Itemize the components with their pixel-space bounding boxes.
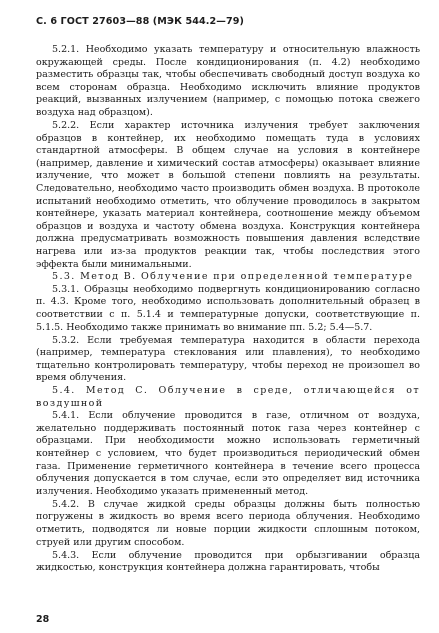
- paragraph-5-3-1: 5.3.1. Образцы необходимо подвергнуть кондиционированию согласно п. 4.3. Кроме того, необходимо использовать дополнительный образец в соответствии с п. 5.1.4 и температурные допуски, соответствующие п. 5.1.5. Необходимо также принимать во внимание пп. 5.2; 5.4—5.7.: [36, 283, 420, 333]
- paragraph-5-2-2: 5.2.2. Если характер источника излучения требует заключения образцов в контейнер, их необходимо помещать туда в условиях стандартной атмосферы. В общем случае на условия в контейнере (например, давление и химический состав атмосферы) оказывает влияние излучение, что может в большой степени повлиять на результаты. Следовательно, необходимо часто производить обмен воздуха. В протоколе испытаний необходимо отметить, что облучение проводилось в закрытом контейнере, указать материал контейнера, соотношение между объемом образцов и воздуха и частоту обмена воздуха. Конструкция контейнера должна предусматривать возможность повышения давления вследствие нагрева или из-за продуктов реакции так, чтобы последствия этого эффекта были минимальными.: [36, 120, 420, 270]
- paragraph-5-3-2: 5.3.2. Если требуемая температура находится в области перехода (например, температура стеклования или плавления), то необходимо тщательно контролировать температуру, чтобы переход не произошел во время облучения.: [36, 334, 420, 384]
- paragraph-5-4-2: 5.4.2. В случае жидкой среды образцы должны быть полностью погружены в жидкость во время всего периода облучения. Необходимо отметить, подводятся ли новые порции жидкости сплошным потоком, струей или другим способом.: [36, 498, 420, 548]
- section-heading-5-3: 5.3. Метод В. Облучение при определенной температуре: [52, 271, 414, 283]
- page-number: 28: [36, 614, 50, 625]
- paragraph-5-2-1: 5.2.1. Необходимо указать температуру и относительную влажность окружающей среды. После кондиционирования (п. 4.2) необходимо разместить образцы так, чтобы обеспечивать свободный доступ воздуха ко всем сторонам образца. Необходимо исключить влияние продуктов реакций, вызванных излучением (например, с помощью потока свежего воздуха над образцом).: [36, 44, 420, 118]
- section-heading-5-4: 5.4. Метод С. Облучение в среде, отличающейся от воздушной: [36, 385, 420, 409]
- page-header: С. 6 ГОСТ 27603—88 (МЭК 544.2—79): [36, 16, 245, 27]
- paragraph-5-4-1: 5.4.1. Если облучение проводится в газе, отличном от воздуха, желательно поддерживать постоянный поток газа через контейнер с образцами. При необходимости можно использовать герметичный контейнер с условием, что будет производиться периодический обмен газа. Применение герметичного контейнера в течение всего процесса облучения допускается в том случае, если это определяет вид источника излучения. Необходимо указать примененный метод.: [36, 410, 420, 497]
- paragraph-5-4-3: 5.4.3. Если облучение проводится при орбызгивании образца жидкостью, конструкция контейнера должна гарантировать, чтобы: [36, 549, 420, 574]
- document-body: [36, 44, 420, 575]
